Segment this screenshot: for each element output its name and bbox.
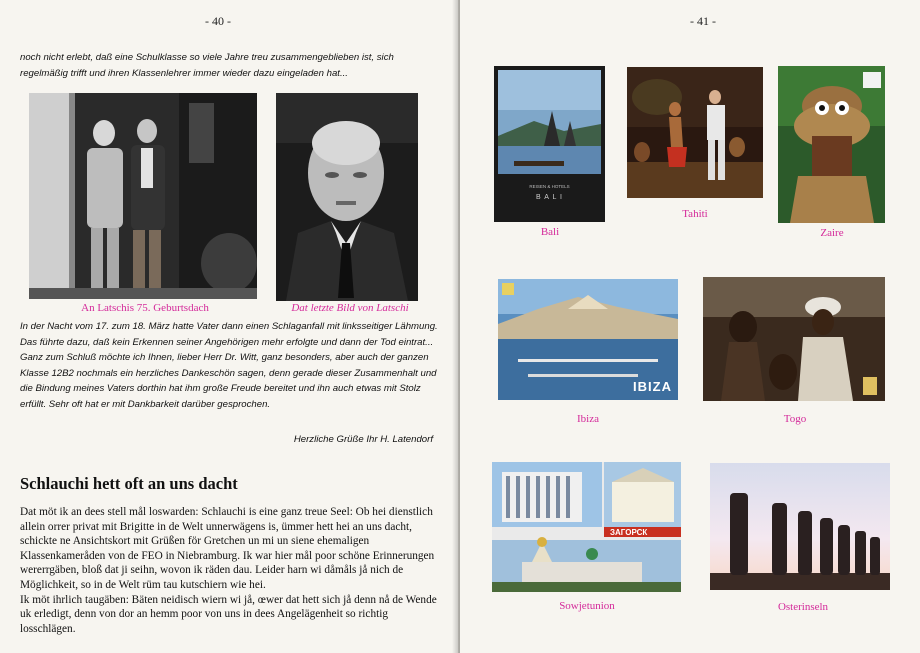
caption-tahiti: Tahiti (682, 208, 708, 220)
caption-photo1: An Latschis 75. Geburtsdach (81, 302, 209, 314)
left-page (0, 0, 458, 653)
caption-ibiza: Ibiza (577, 413, 599, 425)
postcard-tahiti (627, 67, 763, 198)
postcard-togo (703, 277, 885, 401)
postcard-sowjetunion (492, 462, 681, 592)
caption-zaire: Zaire (820, 227, 844, 239)
body-text (20, 505, 440, 636)
photo-latschi-last (276, 93, 418, 301)
letter-paragraph-2: Ganz zum Schluß möchte ich Ihnen, lieber Herr Dr. Witt, ganz besonders, aber auch der ganzen Klasse 12B2 nochmals ein herzliches Dankeschön sagen, denn gerade dieser Zusammenhalt und die Bindung meines Vaters dorthin hat ihm große Freude bereitet und ihn auch etwas mit Stolz erfüllt. Sehr oft hat er mit Dankbarkeit darüber gesprochen. (20, 352, 437, 410)
letter-text (20, 319, 442, 412)
photo-latschi-birthday (29, 93, 257, 299)
right-page (460, 0, 920, 653)
postcard-bali-subtext: REISEN & HOTELS (529, 184, 570, 189)
postcard-sowjetunion-text: ЗАГОРСК (610, 528, 648, 537)
caption-bali: Bali (540, 226, 560, 238)
signature: Herzliche Grüße Ihr H. Latendorf (293, 434, 433, 445)
postcard-bali (494, 66, 605, 222)
body-paragraph-2: Ik möt ihrlich taugäben: Bäten neidisch wiern wi jå, œwer dat hett sich jå denn nå de Wende uk erledigt, denn von dor an hemm poor von uns in dees Angelägenheit so richtig losschlägen. (20, 593, 437, 635)
caption-sowjetunion: Sowjetunion (559, 600, 615, 612)
caption-togo: Togo (783, 413, 807, 425)
body-paragraph-1: Dat möt ik an dees stell mål loswarden: Schlauchi is eine ganz treue Seel: Ob hei dienstlich allein orrer privat mit Brigitte in de Welt unnerwägens is, ümmer hett hei an uns dacht, schickte ne Ansichtskort mit Grüßen för Gretchen un mi un siene ehemaligen Klassenkameråden von de FEO in Niebramburg. Ik war hier mål poor schöne Erinnerungen wererrgäben, bloß dat ji seihn, wovon ik räden dau. Leider harn wi dåmåls jå nich de Möglichkeit, so in de Welt rüm tau kutschiern wie hei. (20, 506, 435, 591)
caption-photo2: Dat letzte Bild von Latschi (291, 302, 409, 314)
page-number-right: - 41 - (690, 14, 716, 28)
postcard-osterinseln (710, 463, 890, 590)
page-number-left: - 40 - (205, 14, 231, 28)
intro-text: noch nicht erlebt, daß eine Schulklasse so viele Jahre treu zusammengeblieben ist, sich regelmäßig trifft und ihren Klassenlehrer immer wieder dazu eingeladen hat... (20, 52, 394, 79)
caption-osterinseln: Osterinseln (777, 601, 829, 613)
section-heading: Schlauchi hett oft an uns dacht (20, 474, 238, 493)
letter-paragraph-1: In der Nacht vom 17. zum 18. März hatte Vater dann einen Schlaganfall mit linksseitiger Lähmung. Das führte dazu, daß kein Erkennen seiner Angehörigen mehr erfolgte und dann der Tod eintrat... (20, 321, 438, 348)
postcard-bali-text: B A L I (536, 194, 563, 201)
postcard-ibiza (498, 279, 678, 400)
postcard-ibiza-text: IBIZA (633, 379, 672, 394)
postcard-zaire (778, 66, 885, 223)
